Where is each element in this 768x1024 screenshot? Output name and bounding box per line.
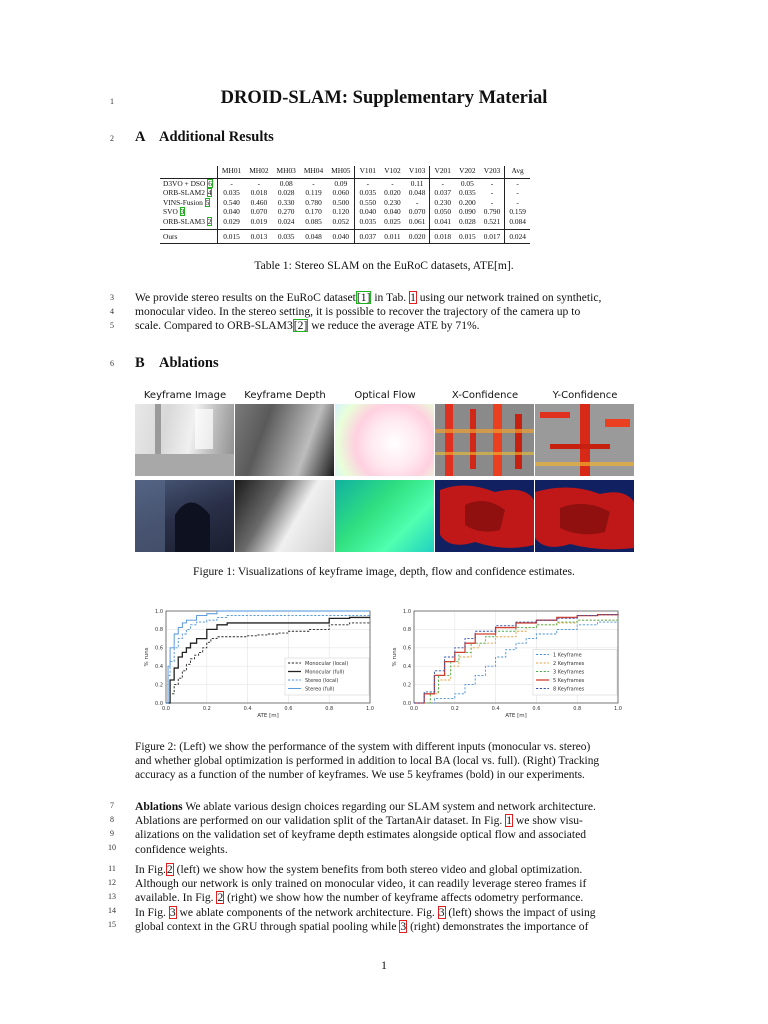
section-number: A xyxy=(135,129,146,145)
table-cell: - xyxy=(257,178,261,188)
section-number: B xyxy=(135,355,145,371)
paragraph-ablations xyxy=(135,800,635,857)
table-cell: 0.070 xyxy=(250,207,268,217)
text-span: scale. Compared to ORB-SLAM3 xyxy=(135,319,293,333)
x-tick-label: 0.6 xyxy=(532,706,541,712)
text-span: (left) shows the impact of using xyxy=(445,905,596,919)
line-number: 5 xyxy=(110,321,114,330)
line-number: 1 xyxy=(110,97,114,106)
text-span: global context in the GRU through spatial pooling while xyxy=(135,919,400,933)
table-header: MH03 xyxy=(273,166,300,178)
paragraph-heading: Ablations xyxy=(135,800,183,813)
table-cell: 0.013 xyxy=(245,229,272,244)
text-line xyxy=(135,800,635,814)
text-span: using our network trained on synthetic, xyxy=(416,291,602,304)
table-cell: 0.052 xyxy=(332,216,350,226)
method-label: SVO xyxy=(163,207,178,217)
figure-ref-link[interactable]: 3 xyxy=(169,905,176,919)
table-cell: 0.521 xyxy=(483,216,501,226)
text-line: confidence weights. xyxy=(135,842,228,856)
table-header: Avg xyxy=(505,166,530,178)
text-line xyxy=(135,863,635,877)
table-cell: 0.041 xyxy=(430,217,455,229)
text-line: monocular video. In the stereo setting, it is possible to recover the trajectory of the camera up to xyxy=(135,305,581,319)
figure-ref-link[interactable]: 2 xyxy=(166,863,173,876)
table-row xyxy=(160,188,530,198)
citation-link[interactable]: [2] xyxy=(293,319,308,333)
caption-line: Figure 2: (Left) we show the performance of the system with different inputs (monocular vs. stereo) xyxy=(135,741,591,753)
text-line xyxy=(135,291,635,305)
table-row xyxy=(160,217,530,229)
text-span: (right) we show how the number of keyframe affects odometry performance. xyxy=(224,891,584,905)
plot-left-input-ablation xyxy=(140,603,380,723)
section-heading-a xyxy=(135,129,274,146)
table-cell: 0.020 xyxy=(405,229,430,244)
optical-flow-arches xyxy=(335,480,434,552)
page-number: 1 xyxy=(381,958,387,972)
column-header: Y-Confidence xyxy=(552,390,618,401)
paragraph-stereo-results xyxy=(135,291,635,334)
text-span: in Tab. xyxy=(371,291,410,304)
legend-label: Monocular (full) xyxy=(305,669,345,676)
table-ref-link[interactable]: 1 xyxy=(410,291,416,304)
x-confidence-arches xyxy=(435,480,534,552)
method-name: Ours xyxy=(160,229,217,244)
y-confidence-corridor xyxy=(535,404,634,476)
table-cell: 0.040 xyxy=(217,207,245,217)
keyframe-image-arches xyxy=(135,480,234,552)
x-axis-label: ATE [m] xyxy=(505,713,527,719)
column-header: Optical Flow xyxy=(354,390,416,401)
confidence-overlay xyxy=(535,480,634,552)
table-cell: 0.061 xyxy=(408,216,426,226)
table-cell: 0.085 xyxy=(305,216,322,226)
table-cell: 0.017 xyxy=(480,229,505,244)
legend-label: Stereo (full) xyxy=(305,686,335,693)
method-label: ORB-SLAM3 xyxy=(163,216,205,226)
line-number: 15 xyxy=(108,920,116,929)
table-cell: 0.170 xyxy=(305,207,322,217)
table-corner xyxy=(160,166,217,178)
line-number: 2 xyxy=(110,134,114,143)
confidence-overlay xyxy=(535,404,634,476)
method-name xyxy=(160,207,217,217)
table-cell: 0.029 xyxy=(217,217,245,229)
table-cell: 0.500 xyxy=(332,197,350,207)
column-header: Keyframe Image xyxy=(143,390,227,401)
x-tick-label: 0.6 xyxy=(284,706,293,712)
table-cell: 0.120 xyxy=(332,207,350,217)
text-span: We ablate various design choices regarding our SLAM system and network architecture. xyxy=(182,800,596,813)
line-number: 11 xyxy=(108,864,116,873)
table-cell: 0.060 xyxy=(332,188,350,198)
y-tick-label: 0.6 xyxy=(155,645,163,652)
table-cell: 0.035 xyxy=(217,188,245,198)
y-tick-label: 0.4 xyxy=(403,664,411,670)
results-table xyxy=(160,166,530,244)
line-number: 3 xyxy=(110,293,114,302)
citation-link[interactable]: 3 xyxy=(180,207,185,217)
figure2-caption xyxy=(135,740,635,783)
table-cell: - xyxy=(217,178,245,188)
figure-ref-link[interactable]: 3 xyxy=(400,919,407,933)
table-cell: 0.084 xyxy=(505,217,530,229)
table-cell: 0.037 xyxy=(430,188,455,198)
table-cell: 0.048 xyxy=(408,188,426,198)
y-tick-label: 0.8 xyxy=(155,627,163,634)
table-cell: 0.040 xyxy=(384,207,401,217)
y-tick-label: 1.0 xyxy=(403,608,411,615)
text-span: available. In Fig. xyxy=(135,891,217,905)
confidence-overlay xyxy=(435,480,534,552)
table-cell: 0.035 xyxy=(459,188,476,198)
table-cell: - xyxy=(490,178,494,188)
table-header: MH05 xyxy=(327,166,355,178)
table-cell: 0.035 xyxy=(273,229,300,244)
table-cell: - xyxy=(415,197,419,207)
legend-label: Stereo (local) xyxy=(305,677,339,684)
table-cell: 0.024 xyxy=(277,216,295,226)
figure1-visualizations xyxy=(135,390,633,554)
optical-flow-corridor xyxy=(335,404,434,476)
text-span: we ablate components of the network architecture. Fig. xyxy=(176,905,438,919)
table-cell: 0.08 xyxy=(279,178,293,188)
table-cell: 0.018 xyxy=(430,229,455,244)
caption-line: accuracy as a function of the number of keyframes. We use 5 keyframes (bold) in our experiments. xyxy=(135,769,585,782)
table-cell: 0.550 xyxy=(355,198,380,208)
citation-link[interactable]: 5 xyxy=(205,197,210,207)
section-title: Additional Results xyxy=(159,129,274,145)
table-cell: 0.05 xyxy=(460,178,474,188)
line-number: 9 xyxy=(110,829,114,838)
x-tick-label: 0.0 xyxy=(410,706,418,712)
table-cell: 0.330 xyxy=(277,197,295,207)
x-tick-label: 0.8 xyxy=(573,706,582,712)
figure-ref-link[interactable]: 3 xyxy=(438,905,445,919)
line-number: 10 xyxy=(108,843,116,852)
text-span: We provide stereo results on the EuRoC dataset xyxy=(135,291,356,304)
table-row xyxy=(160,178,530,188)
table-header: MH01 xyxy=(217,166,245,178)
table-row-ours xyxy=(160,229,530,244)
table-cell: 0.040 xyxy=(355,207,380,217)
text-span: (right) demonstrates the importance of xyxy=(407,919,589,933)
text-line: Although our network is only trained on monocular video, it can readily leverage stereo frames if xyxy=(135,877,587,891)
table-cell: - xyxy=(505,198,530,208)
figure-ref-link[interactable]: 1 xyxy=(506,814,512,828)
table-cell: - xyxy=(490,188,494,198)
table-cell: 0.015 xyxy=(217,229,245,244)
table-cell: 0.028 xyxy=(277,188,295,198)
method-label: VINS-Fusion xyxy=(163,197,203,207)
line-number: 8 xyxy=(110,815,114,824)
figure-ref-link[interactable]: 2 xyxy=(217,891,224,905)
table-cell: 0.230 xyxy=(384,197,401,207)
table-cell: - xyxy=(505,178,530,188)
y-axis-label: % runs xyxy=(392,647,398,667)
x-axis-label: ATE [m] xyxy=(257,713,279,719)
table-cell: 0.048 xyxy=(300,229,327,244)
table-cell: 0.035 xyxy=(355,217,380,229)
table-cell: 0.270 xyxy=(277,207,295,217)
text-line xyxy=(135,906,635,920)
text-span: In Fig. xyxy=(135,863,166,876)
y-tick-label: 1.0 xyxy=(155,608,163,615)
legend-label: 5 Keyframes xyxy=(553,677,585,684)
table-header: V103 xyxy=(405,166,430,178)
paper-title: DROID-SLAM: Supplementary Material xyxy=(220,88,548,108)
text-line: alizations on the validation set of keyframe depth estimates alongside optical flow and associated xyxy=(135,828,587,842)
method-name xyxy=(160,178,217,188)
legend-label: 2 Keyframes xyxy=(553,660,585,667)
table-cell: 0.050 xyxy=(430,207,455,217)
y-tick-label: 0.2 xyxy=(155,682,163,689)
legend-label: Monocular (local) xyxy=(305,660,349,667)
x-tick-label: 0.4 xyxy=(243,706,252,712)
x-tick-label: 0.0 xyxy=(162,706,170,712)
table-row xyxy=(160,198,530,208)
legend-label: 1 Keyframe xyxy=(553,652,582,659)
method-name xyxy=(160,198,217,208)
method-label: D3VO + DSO xyxy=(163,178,206,188)
keyframe-depth-corridor xyxy=(235,404,334,476)
x-tick-label: 0.2 xyxy=(450,706,459,712)
x-tick-label: 0.8 xyxy=(325,706,334,712)
table-header: V102 xyxy=(380,166,405,178)
table-header: MH04 xyxy=(300,166,327,178)
method-label: ORB-SLAM2 xyxy=(163,188,205,198)
table-cell: 0.019 xyxy=(250,216,268,226)
legend-label: 8 Keyframes xyxy=(553,686,585,693)
table-cell: 0.090 xyxy=(459,207,476,217)
text-line xyxy=(135,319,635,333)
figure1-caption: Figure 1: Visualizations of keyframe image, depth, flow and confidence estimates. xyxy=(193,565,575,578)
text-span: In Fig. xyxy=(135,905,169,919)
table-cell: 0.09 xyxy=(334,178,348,188)
method-name xyxy=(160,217,217,229)
text-line xyxy=(135,920,635,934)
text-line xyxy=(135,814,635,828)
table-cell: 0.200 xyxy=(459,197,476,207)
table-caption: Table 1: Stereo SLAM on the EuRoC datasets, ATE[m]. xyxy=(254,259,514,272)
x-tick-label: 0.2 xyxy=(202,706,211,712)
text-span: Ablations are performed on our validation split of the TartanAir dataset. In Fig. xyxy=(135,814,506,828)
table-cell: 0.070 xyxy=(408,207,426,217)
y-confidence-arches xyxy=(535,480,634,552)
text-span: we show visu- xyxy=(513,814,583,828)
line-number: 14 xyxy=(108,906,116,915)
citation-link[interactable]: 4 xyxy=(207,188,212,198)
table-cell: 0.460 xyxy=(250,197,268,207)
line-number: 7 xyxy=(110,801,114,810)
table-cell: 0.540 xyxy=(217,198,245,208)
keyframe-image-corridor xyxy=(135,404,234,476)
x-confidence-corridor xyxy=(435,404,534,476)
table-header: MH02 xyxy=(245,166,272,178)
table-cell: - xyxy=(312,178,315,188)
y-tick-label: 0.2 xyxy=(403,682,411,689)
y-tick-label: 0.0 xyxy=(403,700,411,707)
line-number: 12 xyxy=(108,878,116,887)
caption-line: and whether global optimization is performed in addition to local BA (local vs. full). (Right) Tracking xyxy=(135,755,600,768)
table-header: V101 xyxy=(355,166,380,178)
text-line xyxy=(135,891,635,905)
method-name xyxy=(160,188,217,198)
y-tick-label: 0.0 xyxy=(155,700,163,707)
table-cell: 0.790 xyxy=(483,207,501,217)
table-cell: 0.018 xyxy=(250,188,268,198)
text-span: (left) we show how the system benefits from both stereo video and global optimization. xyxy=(173,863,583,876)
text-span: we reduce the average ATE by 71%. xyxy=(308,319,480,333)
table-header: V203 xyxy=(480,166,505,178)
section-heading-b xyxy=(135,355,219,372)
paragraph-figure-discussion xyxy=(135,863,635,934)
line-number: 13 xyxy=(108,892,116,901)
plot-right-keyframe-ablation xyxy=(388,603,628,723)
table-cell: 0.025 xyxy=(384,216,401,226)
table-cell: - xyxy=(430,178,455,188)
table-cell: - xyxy=(355,178,380,188)
table-cell: 0.035 xyxy=(355,188,380,198)
keyframe-depth-arches xyxy=(235,480,334,552)
table-cell: 0.024 xyxy=(505,229,530,244)
line-number: 6 xyxy=(110,359,114,368)
table-cell: 0.020 xyxy=(384,188,401,198)
table-cell: 0.028 xyxy=(459,216,476,226)
table-cell: - xyxy=(505,188,530,198)
table-cell: 0.159 xyxy=(505,207,530,217)
line-number: 4 xyxy=(110,307,114,316)
table-cell: 0.780 xyxy=(305,197,322,207)
table-cell: - xyxy=(391,178,394,188)
section-title: Ablations xyxy=(159,355,219,371)
x-tick-label: 1.0 xyxy=(366,706,374,712)
x-tick-label: 0.4 xyxy=(491,706,500,712)
column-header: X-Confidence xyxy=(451,390,519,401)
citation-link[interactable]: 6 xyxy=(208,178,212,188)
table-header-row xyxy=(160,166,530,178)
table-cell: 0.011 xyxy=(380,229,405,244)
column-header: Keyframe Depth xyxy=(244,390,326,401)
table-cell: 0.037 xyxy=(355,229,380,244)
citation-link[interactable]: [1] xyxy=(356,291,371,304)
corridor-sketch xyxy=(135,404,234,476)
table-row xyxy=(160,207,530,217)
confidence-overlay xyxy=(435,404,534,476)
table-cell: 0.11 xyxy=(410,178,424,188)
table-cell: 0.230 xyxy=(430,198,455,208)
y-tick-label: 0.8 xyxy=(403,627,411,634)
table-header: V202 xyxy=(455,166,480,178)
y-tick-label: 0.4 xyxy=(155,664,163,670)
citation-link[interactable]: 2 xyxy=(207,216,212,226)
legend-label: 3 Keyframes xyxy=(553,669,585,676)
y-tick-label: 0.6 xyxy=(403,645,411,652)
table-cell: 0.119 xyxy=(305,188,322,198)
arch-sketch xyxy=(135,480,234,552)
table-header: V201 xyxy=(430,166,455,178)
y-axis-label: % runs xyxy=(144,647,150,667)
x-tick-label: 1.0 xyxy=(614,706,622,712)
table-cell: - xyxy=(490,197,494,207)
table-cell: 0.040 xyxy=(327,229,355,244)
table-cell: 0.015 xyxy=(455,229,480,244)
